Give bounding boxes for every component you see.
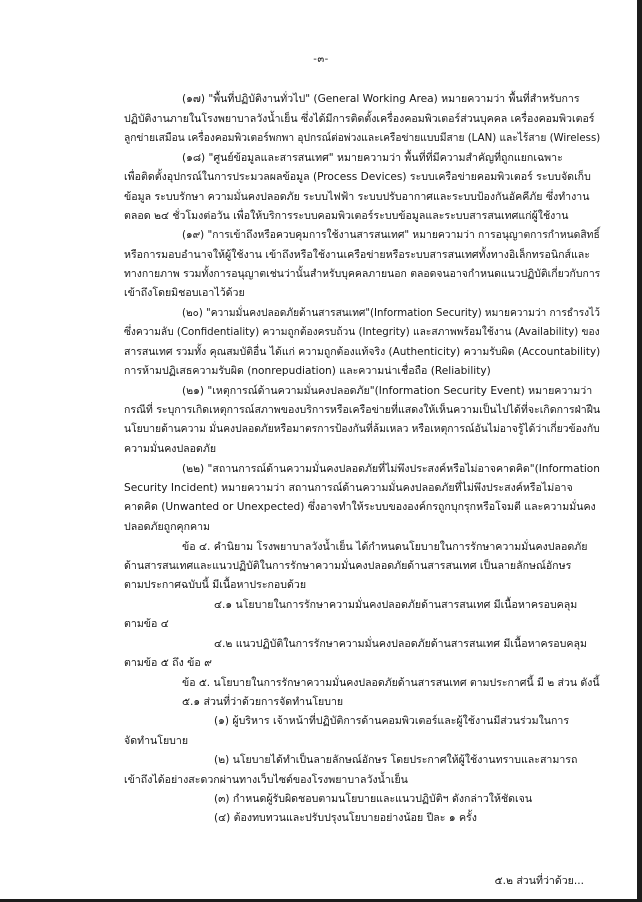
- item-5-1-2-line-2: เข้าถึงได้อย่างสะดวกผ่านทางเว็บไซต์ของโรงพยาบาลวังน้ำเย็น: [124, 774, 408, 786]
- article-4-line-2: ด้านสารสนเทศและแนวปฏิบัติในการรักษาความมั่นคงปลอดภัยด้านสารสนเทศ เป็นลายลักษณ์อักษร: [124, 560, 572, 572]
- def-20-line-2: ซึ่งความลับ (Confidentiality) ความถูกต้องครบถ้วน (Integrity) และสภาพพร้อมใช้งาน (Availability) ของ: [124, 326, 600, 338]
- def-17-line-2: ปฏิบัติงานภายในโรงพยาบาลวังน้ำเย็น ซึ่งได้มีการติดตั้งเครื่องคอมพิวเตอร์ส่วนบุคคล เครื่องคอมพิวเตอร์: [124, 113, 595, 125]
- def-21-line-4: ความมั่นคงปลอดภัย: [124, 443, 217, 455]
- def-21-line-1: (๒๑) "เหตุการณ์ด้านความมั่นคงปลอดภัย"(Information Security Event) หมายความว่า: [182, 385, 593, 397]
- def-18-line-4: ตลอด ๒๔ ชั่วโมงต่อวัน เพื่อให้บริการระบบคอมพิวเตอร์ระบบข้อมูลและระบบสารสนเทศแก่ผู้ใช้งาน: [124, 210, 569, 222]
- page-number: -๓-: [313, 54, 329, 65]
- item-5-1-1-line-2: จัดทำนโยบาย: [124, 735, 189, 747]
- item-4-2-line-2: ตามข้อ ๕ ถึง ข้อ ๙: [124, 657, 212, 669]
- continuation-footer: ๕.๒ ส่วนที่ว่าด้วย...: [494, 875, 584, 887]
- def-22-line-3: คาดคิด (Unwanted or Unexpected) ซึ่งอาจทำให้ระบบขององค์กรถูกบุกรุกหรือโจมตี และความมั่นคง: [124, 501, 596, 513]
- article-4-line-1: ข้อ ๔. คำนิยาม โรงพยาบาลวังน้ำเย็น ได้กำหนดนโยบายในการรักษาความมั่นคงปลอดภัย: [182, 541, 588, 553]
- item-5-1-1-line-1: (๑) ผู้บริหาร เจ้าหน้าที่ปฏิบัติการด้านคอมพิวเตอร์และผู้ใช้งานมีส่วนร่วมในการ: [214, 715, 570, 727]
- article-5-line-1: ข้อ ๕. นโยบายในการรักษาความมั่นคงปลอดภัยด้านสารสนเทศ ตามประกาศนี้ มี ๒ ส่วน ดังนี้: [182, 677, 600, 689]
- def-21-line-2: กรณีที่ ระบุการเกิดเหตุการณ์สภาพของบริการหรือเครือข่ายที่แสดงให้เห็นความเป็นไปได้ที่จะเกิดการฝ่าฝืน: [124, 404, 601, 416]
- def-20-line-4: การห้ามปฏิเสธความรับผิด (nonrepudiation) และความน่าเชื่อถือ (Reliability): [124, 365, 491, 377]
- page-right-border: [637, 0, 642, 902]
- def-20-line-3: สารสนเทศ รวมทั้ง คุณสมบัติอื่น ได้แก่ ความถูกต้องแท้จริง (Authenticity) ความรับผิด (Accountability): [124, 346, 601, 358]
- def-19-line-4: เข้าถึงโดยมิชอบเอาไว้ด้วย: [124, 287, 245, 299]
- def-21-line-3: นโยบายด้านความ มั่นคงปลอดภัยหรือมาตรการป้องกันที่ล้มเหลว หรือเหตุการณ์อันไม่อาจรู้ได้ว่าเกี่ยวข้องกับ: [124, 423, 600, 435]
- def-20-line-1: (๒๐) "ความมั่นคงปลอดภัยด้านสารสนเทศ"(Information Security) หมายความว่า การธำรงไว้: [182, 307, 600, 319]
- def-17-line-1: (๑๗) "พื้นที่ปฏิบัติงานทั่วไป" (General Working Area) หมายความว่า พื้นที่สำหรับการ: [182, 93, 580, 105]
- def-18-line-2: เพื่อติดตั้งอุปกรณ์ในการประมวลผลข้อมูล (Process Devices) ระบบเครือข่ายคอมพิวเตอร์ ระบบจัดเก็บ: [124, 171, 591, 183]
- item-5-1-3: (๓) กำหนดผู้รับผิดชอบตามนโยบายและแนวปฏิบัติฯ ดังกล่าวให้ชัดเจน: [214, 793, 533, 805]
- item-5-1-4: (๔) ต้องทบทวนและปรับปรุงนโยบายอย่างน้อย ปีละ ๑ ครั้ง: [214, 812, 477, 824]
- def-18-line-1: (๑๘) "ศูนย์ข้อมูลและสารสนเทศ" หมายความว่า พื้นที่ที่มีความสำคัญที่ถูกแยกเฉพาะ: [182, 152, 563, 164]
- def-17-line-3: ลูกข่ายเสมือน เครื่องคอมพิวเตอร์พกพา อุปกรณ์ต่อพ่วงและเครือข่ายแบบมีสาย (LAN) และไร้สาย (Wireless): [124, 132, 601, 144]
- item-4-2-line-1: ๔.๒ แนวปฏิบัติในการรักษาความมั่นคงปลอดภัยด้านสารสนเทศ มีเนื้อหาครอบคลุม: [214, 638, 587, 650]
- item-4-1-line-1: ๔.๑ นโยบายในการรักษาความมั่นคงปลอดภัยด้านสารสนเทศ มีเนื้อหาครอบคลุม: [214, 599, 578, 611]
- section-5-1-heading: ๕.๑ ส่วนที่ว่าด้วยการจัดทำนโยบาย: [182, 696, 344, 708]
- item-4-1-line-2: ตามข้อ ๔: [124, 618, 169, 630]
- def-18-line-3: ข้อมูล ระบบรักษา ความมั่นคงปลอดภัย ระบบไฟฟ้า ระบบปรับอากาศและระบบป้องกันอัคคีภัย ซึ่งทำงาน: [124, 191, 590, 203]
- def-22-line-4: ปลอดภัยถูกคุกคาม: [124, 521, 210, 533]
- item-5-1-2-line-1: (๒) นโยบายได้ทำเป็นลายลักษณ์อักษร โดยประกาศให้ผู้ใช้งานทราบและสามารถ: [214, 754, 578, 766]
- article-4-line-3: ตามประกาศฉบับนี้ มีเนื้อหาประกอบด้วย: [124, 579, 307, 591]
- def-19-line-2: หรือการมอบอำนาจให้ผู้ใช้งาน เข้าถึงหรือใช้งานเครือข่ายหรือระบบสารสนเทศทั้งทางอิเล็กทรอนิกส์และ: [124, 249, 590, 261]
- def-19-line-3: ทางกายภาพ รวมทั้งการอนุญาตเช่นว่านั้นสำหรับบุคคลภายนอก ตลอดจนอาจกำหนดแนวปฏิบัติเกี่ยวกับการ: [124, 268, 601, 280]
- def-22-line-1: (๒๒) "สถานการณ์ด้านความมั่นคงปลอดภัยที่ไม่พึงประสงค์หรือไม่อาจคาดคิด"(Information: [182, 463, 600, 475]
- def-19-line-1: (๑๙) "การเข้าถึงหรือควบคุมการใช้งานสารสนเทศ" หมายความว่า การอนุญาตการกำหนดสิทธิ์: [182, 229, 600, 241]
- def-22-line-2: Security Incident) หมายความว่า สถานการณ์ด้านความมั่นคงปลอดภัยที่ไม่พึงประสงค์หรือไม่อาจ: [124, 482, 573, 494]
